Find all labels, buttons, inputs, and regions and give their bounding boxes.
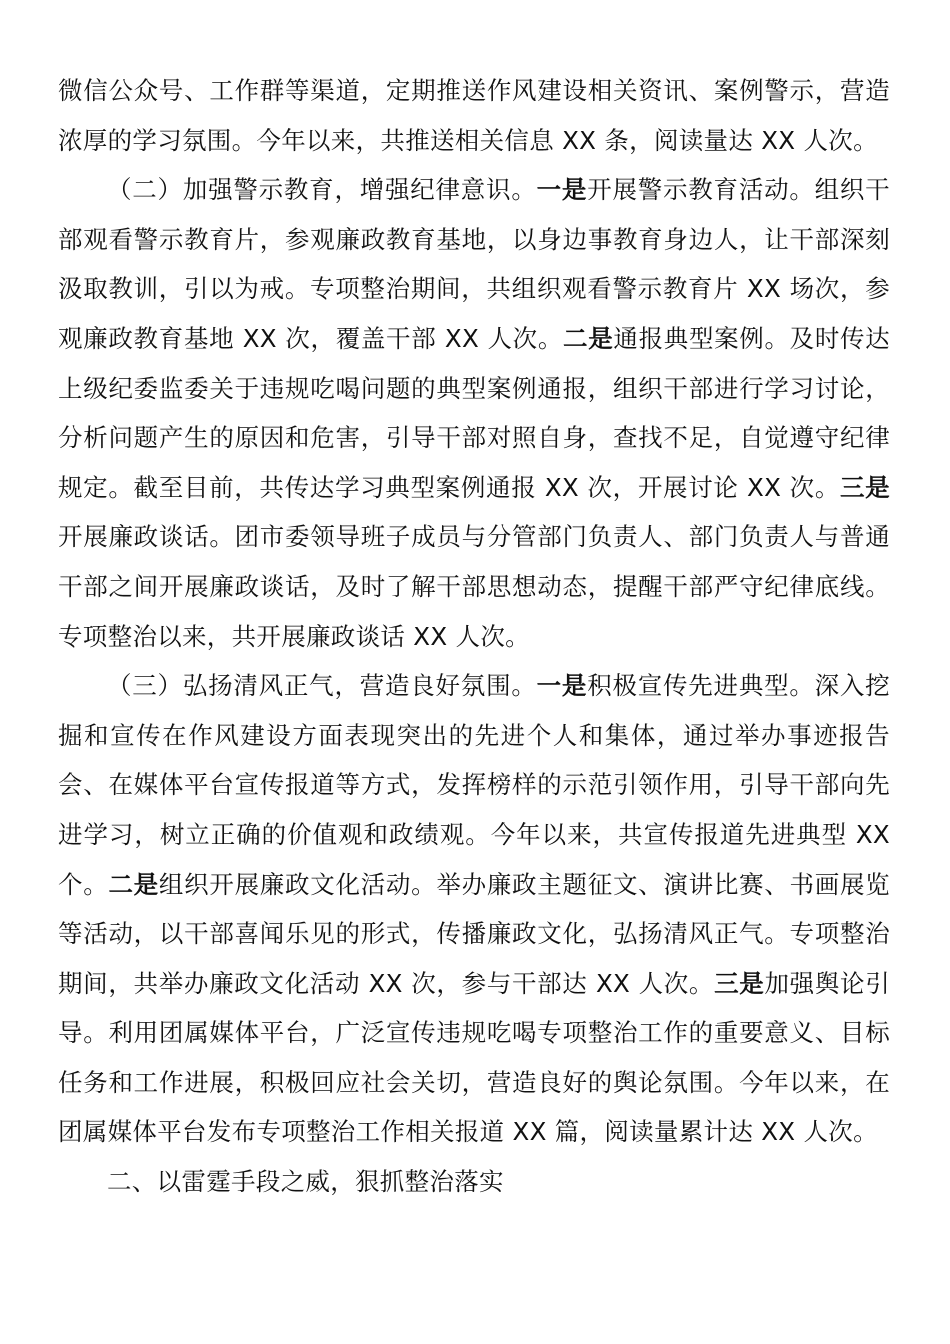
- document-body: [58, 66, 890, 1207]
- paragraph-clean-atmosphere: [58, 661, 890, 1157]
- item-text-second: 通报典型案例。及时传达上级纪委监委关于违规吃喝问题的典型案例通报，组织干部进行学习讨论，分析问题产生的原因和危害，引导干部对照自身，查找不足，自觉遵守纪律规定。截至目前，共传达学习典型案例通报 XX 次，开展讨论 XX 次。: [58, 323, 890, 502]
- item-text-first: 积极宣传先进典型。深入挖掘和宣传在作风建设方面表现突出的先进个人和集体，通过举办事迹报告会、在媒体平台宣传报道等方式，发挥榜样的示范引领作用，引导干部向先进学习，树立正确的价值观和政绩观。今年以来，共宣传报道先进典型 XX 个。: [58, 671, 890, 899]
- item-text-third: 加强舆论引导。利用团属媒体平台，广泛宣传违规吃喝专项整治工作的重要意义、目标任务和工作进展，积极回应社会关切，营造良好的舆论氛围。今年以来，在团属媒体平台发布专项整治工作相关报道 XX 篇，阅读量累计达 XX 人次。: [58, 968, 890, 1147]
- section-title-warning-education: （二）加强警示教育，增强纪律意识。: [107, 175, 537, 205]
- item-text-second: 组织开展廉政文化活动。举办廉政主题征文、演讲比赛、书画展览等活动，以干部喜闻乐见的形式，传播廉政文化，弘扬清风正气。专项整治期间，共举办廉政文化活动 XX 次，参与干部达 XX 人次。: [58, 869, 890, 998]
- marker-third: 三是: [840, 472, 890, 502]
- marker-second: 二是: [108, 869, 159, 899]
- paragraph-channels-text: 微信公众号、工作群等渠道，定期推送作风建设相关资讯、案例警示，营造浓厚的学习氛围。今年以来，共推送相关信息 XX 条，阅读量达 XX 人次。: [58, 76, 890, 155]
- section-title-clean-atmosphere: （三）弘扬清风正气，营造良好氛围。: [107, 671, 537, 701]
- section-heading-two: 二、以雷霆手段之威，狠抓整治落实: [107, 1167, 504, 1197]
- paragraph-channels: [58, 66, 890, 165]
- marker-second: 二是: [563, 323, 614, 353]
- item-text-third: 开展廉政谈话。团市委领导班子成员与分管部门负责人、部门负责人与普通干部之间开展廉政谈话，及时了解干部思想动态，提醒干部严守纪律底线。专项整治以来，共开展廉政谈话 XX 人次。: [58, 522, 890, 651]
- marker-third: 三是: [714, 968, 765, 998]
- marker-first: 一是: [536, 671, 588, 701]
- paragraph-warning-education: [58, 165, 890, 661]
- marker-first: 一是: [536, 175, 588, 205]
- item-text-first: 开展警示教育活动。组织干部观看警示教育片，参观廉政教育基地，以身边事教育身边人，让干部深刻汲取教训，引以为戒。专项整治期间，共组织观看警示教育片 XX 场次，参观廉政教育基地 XX 次，覆盖干部 XX 人次。: [58, 175, 890, 353]
